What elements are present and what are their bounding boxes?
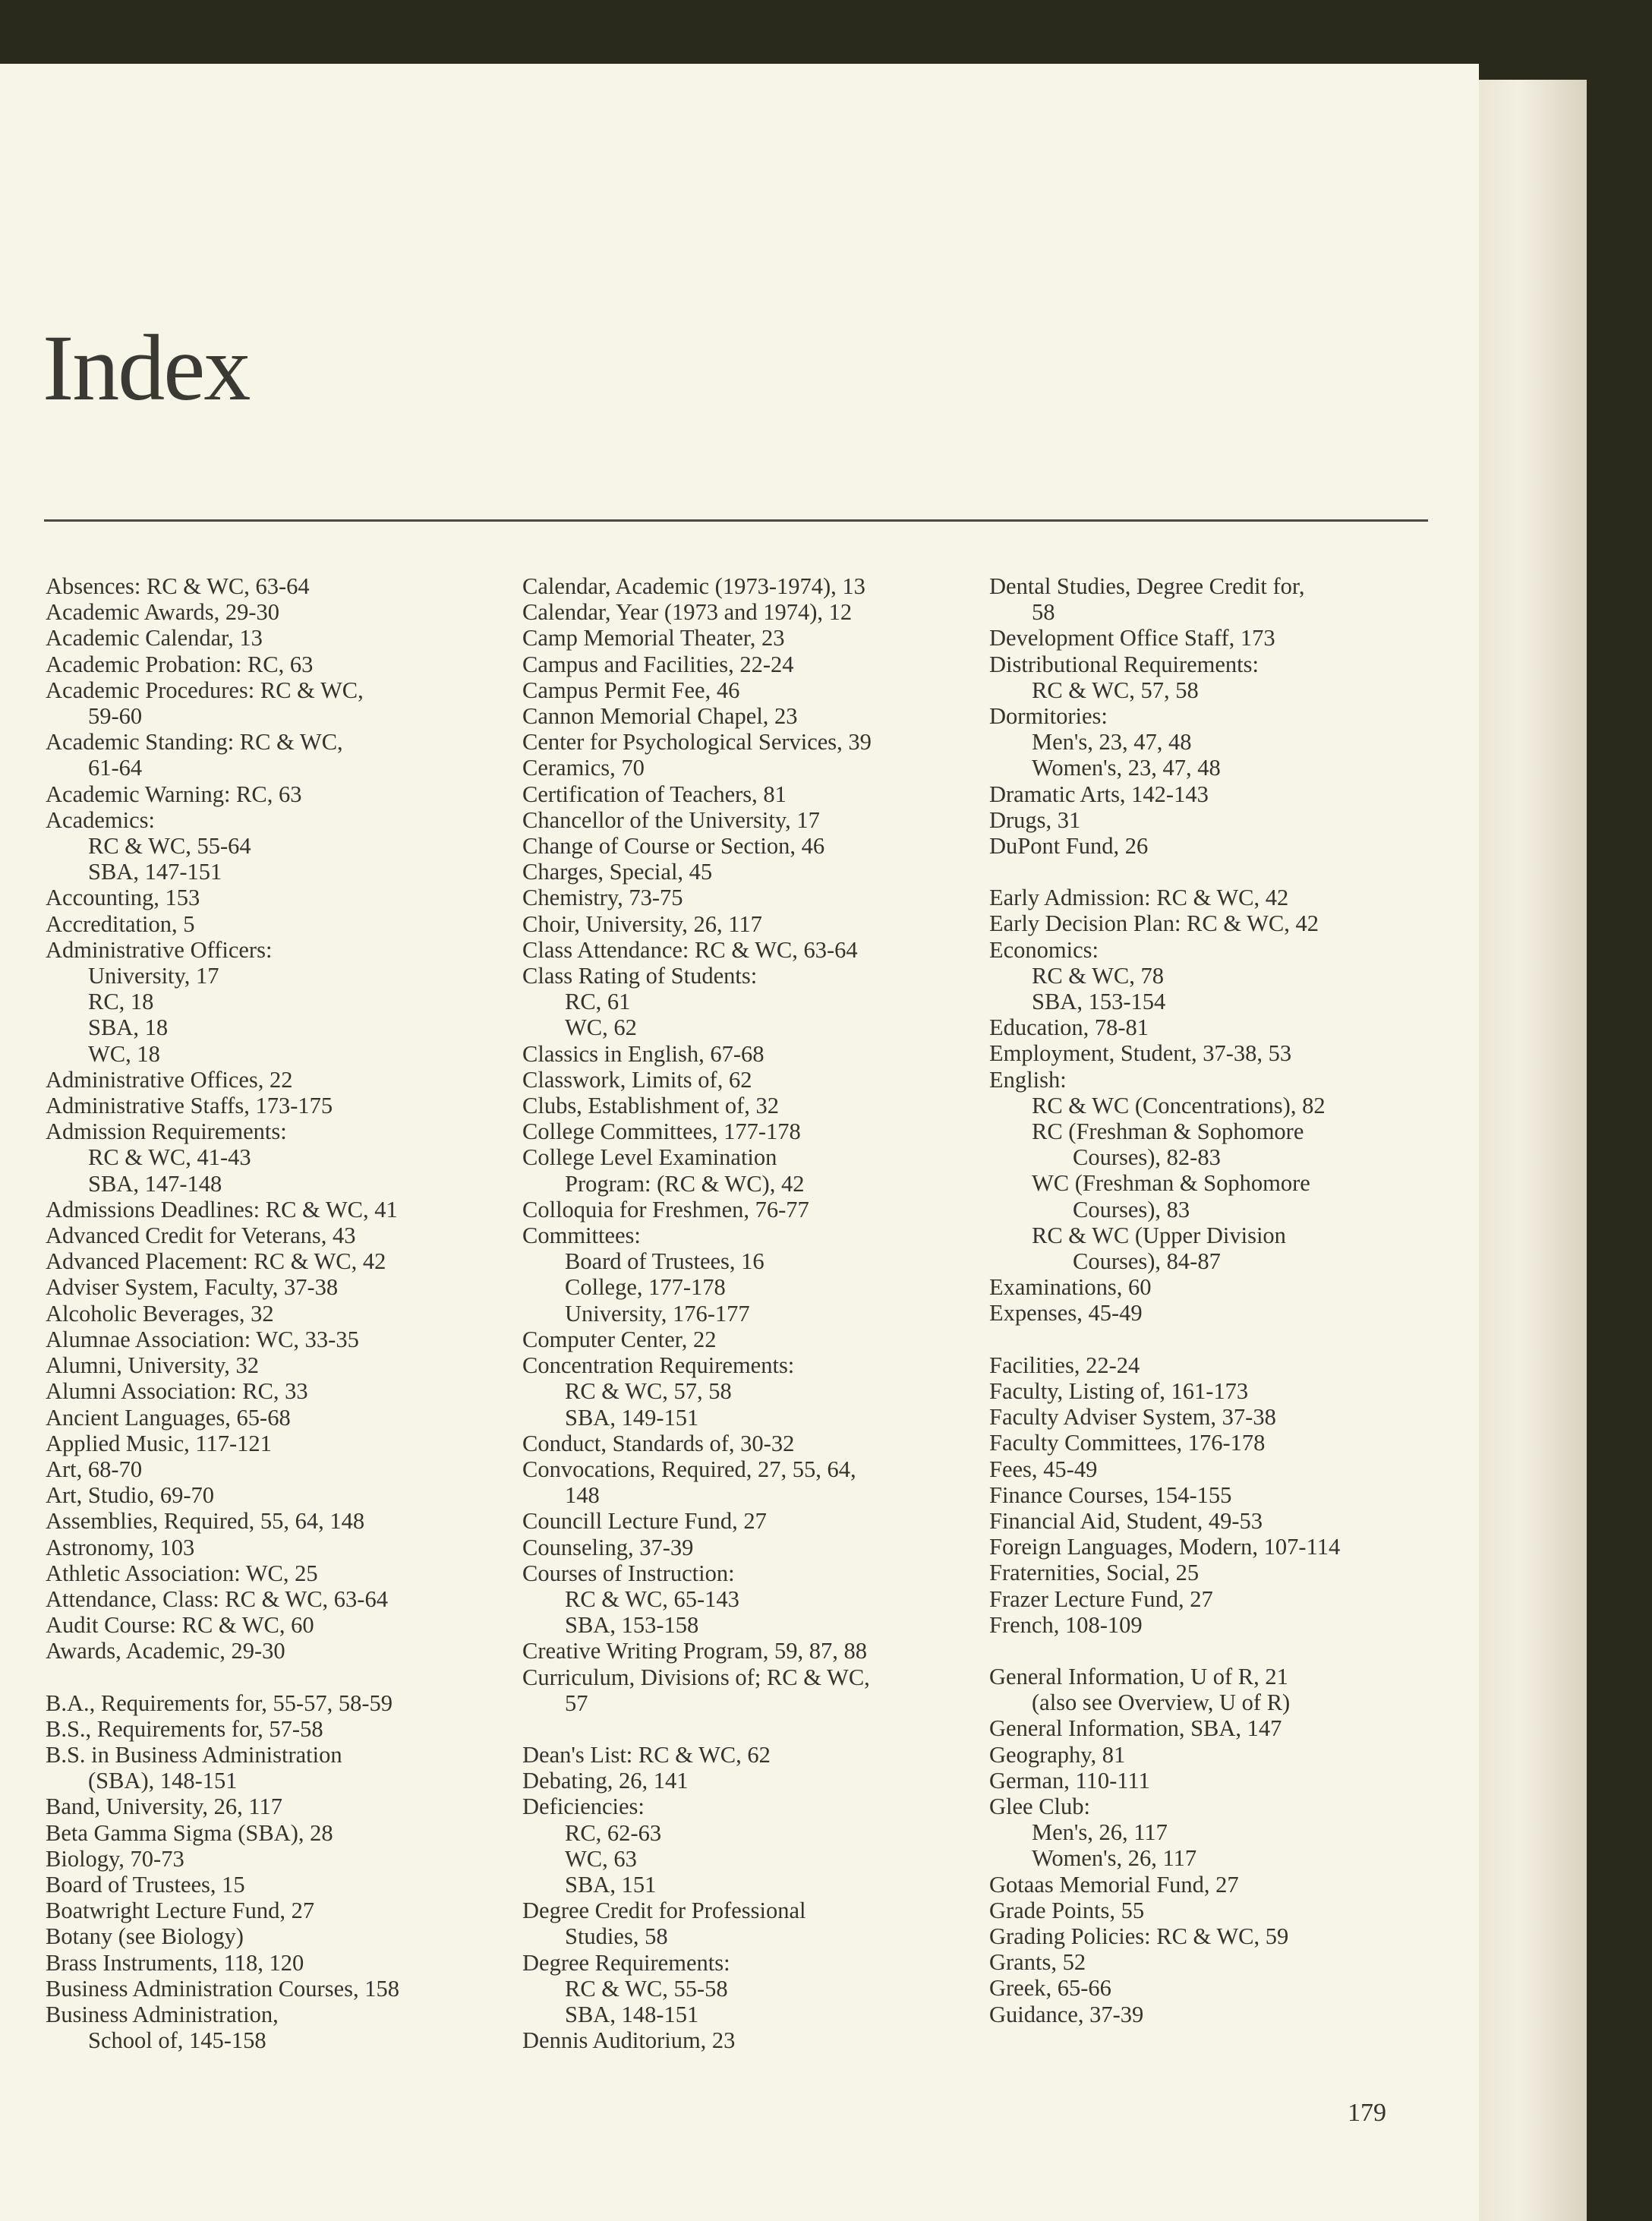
index-subentry: (SBA), 148-151 — [88, 1768, 238, 1794]
index-entry: General Information, SBA, 147 — [989, 1715, 1282, 1742]
index-entry: Advanced Placement: RC & WC, 42 — [46, 1248, 386, 1275]
index-subentry: 148 — [565, 1482, 600, 1509]
index-subentry: RC & WC, 55-58 — [565, 1975, 728, 2002]
index-entry: French, 108-109 — [989, 1611, 1143, 1638]
index-entry: Administrative Offices, 22 — [46, 1066, 293, 1093]
index-entry: Admission Requirements: — [46, 1118, 287, 1145]
index-entry: Foreign Languages, Modern, 107-114 — [989, 1534, 1341, 1560]
index-entry: Faculty Adviser System, 37-38 — [989, 1404, 1276, 1431]
index-entry: Business Administration Courses, 158 — [46, 1975, 399, 2002]
index-subentry: SBA, 153-154 — [1032, 989, 1166, 1015]
page-title: Index — [43, 316, 250, 420]
index-subentry: 57 — [565, 1689, 588, 1716]
book-page — [0, 64, 1479, 2221]
index-entry: Academic Standing: RC & WC, — [46, 729, 343, 756]
index-entry: Classwork, Limits of, 62 — [522, 1066, 752, 1093]
index-entry: Drugs, 31 — [989, 806, 1081, 833]
index-entry: Grading Policies: RC & WC, 59 — [989, 1923, 1289, 1949]
index-entry: Certification of Teachers, 81 — [522, 781, 787, 807]
index-entry: Greek, 65-66 — [989, 1975, 1111, 2002]
index-entry: Dean's List: RC & WC, 62 — [522, 1741, 771, 1768]
index-entry: Art, Studio, 69-70 — [46, 1482, 214, 1509]
index-entry: Expenses, 45-49 — [989, 1300, 1143, 1327]
index-subentry: Women's, 23, 47, 48 — [1032, 755, 1221, 781]
index-subentry: RC & WC, 65-143 — [565, 1585, 739, 1612]
index-entry: Charges, Special, 45 — [522, 859, 713, 885]
index-entry: Degree Requirements: — [522, 1949, 730, 1976]
index-entry: Boatwright Lecture Fund, 27 — [46, 1898, 315, 1924]
index-subentry: RC & WC, 57, 58 — [1032, 677, 1199, 703]
index-entry: Center for Psychological Services, 39 — [522, 729, 872, 756]
index-subentry: RC & WC, 41-43 — [88, 1144, 251, 1171]
index-entry: Academic Probation: RC, 63 — [46, 651, 314, 677]
index-entry: Ceramics, 70 — [522, 755, 645, 781]
index-entry: Debating, 26, 141 — [522, 1768, 689, 1794]
index-subentry: RC, 18 — [88, 989, 154, 1015]
index-entry: Curriculum, Divisions of; RC & WC, — [522, 1664, 870, 1690]
index-entry: Accreditation, 5 — [46, 910, 195, 937]
index-entry: Beta Gamma Sigma (SBA), 28 — [46, 1819, 333, 1846]
index-entry: Councill Lecture Fund, 27 — [522, 1508, 767, 1535]
index-entry: Glee Club: — [989, 1793, 1090, 1819]
index-subentry: RC & WC, 55-64 — [88, 833, 251, 860]
index-entry: Economics: — [989, 936, 1099, 963]
index-entry: Faculty Committees, 176-178 — [989, 1430, 1266, 1456]
index-entry: Examinations, 60 — [989, 1274, 1152, 1301]
index-subentry: SBA, 153-158 — [565, 1612, 699, 1639]
index-entry: Dramatic Arts, 142-143 — [989, 781, 1209, 807]
index-entry: Admissions Deadlines: RC & WC, 41 — [46, 1196, 398, 1222]
index-entry: Ancient Languages, 65-68 — [46, 1404, 291, 1431]
index-entry: Academic Warning: RC, 63 — [46, 781, 302, 807]
index-entry: Calendar, Academic (1973-1974), 13 — [522, 573, 865, 599]
index-subentry: Courses), 82-83 — [1073, 1144, 1221, 1171]
page-edge — [1473, 80, 1587, 2221]
index-subentry: SBA, 151 — [565, 1871, 657, 1898]
index-subentry: School of, 145-158 — [88, 2027, 266, 2054]
index-entry: Astronomy, 103 — [46, 1534, 195, 1560]
index-entry: Dormitories: — [989, 703, 1108, 730]
index-subentry: Men's, 23, 47, 48 — [1032, 729, 1192, 756]
index-entry: Degree Credit for Professional — [522, 1898, 806, 1924]
index-entry: General Information, U of R, 21 — [989, 1663, 1288, 1689]
index-entry: Computer Center, 22 — [522, 1326, 717, 1352]
index-entry: Adviser System, Faculty, 37-38 — [46, 1274, 339, 1301]
index-subentry: University, 176-177 — [565, 1300, 750, 1327]
index-subentry: WC, 62 — [565, 1014, 637, 1041]
index-entry: Finance Courses, 154-155 — [989, 1481, 1232, 1508]
index-subentry: College, 177-178 — [565, 1274, 726, 1301]
index-subentry: RC & WC (Concentrations), 82 — [1032, 1092, 1326, 1118]
index-entry: B.S., Requirements for, 57-58 — [46, 1715, 323, 1742]
index-entry: German, 110-111 — [989, 1767, 1150, 1794]
index-entry: College Level Examination — [522, 1144, 777, 1171]
index-entry: Concentration Requirements: — [522, 1352, 795, 1379]
index-entry: Academics: — [46, 806, 155, 833]
page-number: 179 — [1348, 2099, 1386, 2127]
index-column-3 — [989, 573, 1445, 2027]
index-entry: Awards, Academic, 29-30 — [46, 1638, 285, 1664]
index-entry: Athletic Association: WC, 25 — [46, 1560, 318, 1586]
index-entry: Grade Points, 55 — [989, 1897, 1145, 1923]
index-subentry: RC, 62-63 — [565, 1819, 662, 1846]
index-entry: Assemblies, Required, 55, 64, 148 — [46, 1508, 365, 1535]
index-entry: Counseling, 37-39 — [522, 1534, 694, 1560]
index-entry: Accounting, 153 — [46, 885, 200, 911]
index-subentry: SBA, 18 — [88, 1014, 169, 1041]
index-entry: Fraternities, Social, 25 — [989, 1560, 1200, 1586]
index-entry: Development Office Staff, 173 — [989, 625, 1275, 651]
index-entry: Administrative Staffs, 173-175 — [46, 1093, 333, 1119]
index-subentry: RC & WC, 78 — [1032, 962, 1164, 989]
index-entry: Class Rating of Students: — [522, 963, 758, 989]
index-entry: Facilities, 22-24 — [989, 1352, 1140, 1378]
index-subentry: Program: (RC & WC), 42 — [565, 1170, 805, 1197]
index-entry: DuPont Fund, 26 — [989, 833, 1149, 860]
index-entry: Audit Course: RC & WC, 60 — [46, 1612, 314, 1639]
index-entry: Applied Music, 117-121 — [46, 1430, 272, 1456]
index-entry: Fees, 45-49 — [989, 1456, 1098, 1482]
index-subentry: WC (Freshman & Sophomore — [1032, 1170, 1310, 1197]
index-entry: Dental Studies, Degree Credit for, — [989, 573, 1305, 599]
index-entry: Early Decision Plan: RC & WC, 42 — [989, 910, 1319, 937]
index-subentry: Courses), 84-87 — [1073, 1248, 1221, 1275]
index-entry: Administrative Officers: — [46, 936, 273, 963]
index-subentry: Board of Trustees, 16 — [565, 1248, 765, 1275]
index-entry: Alumni, University, 32 — [46, 1352, 259, 1379]
index-entry: Academic Procedures: RC & WC, — [46, 677, 364, 703]
index-entry: Employment, Student, 37-38, 53 — [989, 1040, 1292, 1067]
index-entry: Colloquia for Freshmen, 76-77 — [522, 1196, 809, 1222]
index-entry: Alcoholic Beverages, 32 — [46, 1300, 274, 1327]
index-entry: Campus and Facilities, 22-24 — [522, 651, 794, 677]
index-subentry: SBA, 147-148 — [88, 1170, 222, 1197]
index-subentry: RC (Freshman & Sophomore — [1032, 1118, 1304, 1145]
index-entry: Dennis Auditorium, 23 — [522, 2027, 736, 2054]
index-entry: Chancellor of the University, 17 — [522, 806, 820, 833]
index-subentry: SBA, 148-151 — [565, 2001, 699, 2027]
index-entry: Guidance, 37-39 — [989, 2001, 1144, 2027]
index-entry: Advanced Credit for Veterans, 43 — [46, 1222, 356, 1249]
index-entry: Courses of Instruction: — [522, 1560, 735, 1586]
index-entry: Gotaas Memorial Fund, 27 — [989, 1871, 1239, 1898]
title-rule — [44, 519, 1428, 522]
index-entry: Biology, 70-73 — [46, 1845, 184, 1872]
index-entry: Convocations, Required, 27, 55, 64, — [522, 1456, 856, 1482]
index-entry: Creative Writing Program, 59, 87, 88 — [522, 1638, 867, 1664]
index-subentry: 59-60 — [88, 703, 143, 730]
index-entry: Choir, University, 26, 117 — [522, 910, 762, 937]
index-entry: Clubs, Establishment of, 32 — [522, 1093, 780, 1119]
index-entry: Botany (see Biology) — [46, 1923, 244, 1950]
index-entry: Art, 68-70 — [46, 1456, 143, 1482]
index-subentry: RC, 61 — [565, 989, 631, 1015]
index-subentry: Men's, 26, 117 — [1032, 1819, 1168, 1846]
index-entry: English: — [989, 1066, 1067, 1093]
index-entry: Campus Permit Fee, 46 — [522, 677, 740, 703]
index-entry: Alumnae Association: WC, 33-35 — [46, 1326, 359, 1352]
index-entry: Calendar, Year (1973 and 1974), 12 — [522, 599, 853, 626]
index-entry: Frazer Lecture Fund, 27 — [989, 1585, 1213, 1612]
index-entry: Faculty, Listing of, 161-173 — [989, 1377, 1249, 1404]
index-entry: Grants, 52 — [989, 1949, 1086, 1976]
index-entry: Early Admission: RC & WC, 42 — [989, 885, 1289, 911]
index-subentry: University, 17 — [88, 963, 219, 989]
index-entry: B.A., Requirements for, 55-57, 58-59 — [46, 1689, 393, 1716]
index-entry: Attendance, Class: RC & WC, 63-64 — [46, 1585, 388, 1612]
index-entry: Geography, 81 — [989, 1741, 1126, 1768]
index-column-1 — [46, 573, 501, 2053]
index-entry: Chemistry, 73-75 — [522, 885, 683, 911]
index-subentry: RC & WC, 57, 58 — [565, 1378, 732, 1405]
index-entry: Academic Awards, 29-30 — [46, 599, 280, 626]
index-entry: Classics in English, 67-68 — [522, 1040, 765, 1067]
index-entry: Brass Instruments, 118, 120 — [46, 1949, 304, 1976]
index-entry: Class Attendance: RC & WC, 63-64 — [522, 936, 858, 963]
index-subentry: RC & WC (Upper Division — [1032, 1222, 1286, 1248]
index-subentry: SBA, 147-151 — [88, 859, 222, 885]
index-entry: Committees: — [522, 1222, 641, 1249]
index-column-2 — [522, 573, 978, 2053]
index-entry: Board of Trustees, 15 — [46, 1871, 245, 1898]
index-entry: Band, University, 26, 117 — [46, 1794, 283, 1820]
index-subentry: 58 — [1032, 599, 1055, 626]
index-entry: B.S. in Business Administration — [46, 1741, 342, 1768]
index-subentry: (also see Overview, U of R) — [1032, 1689, 1291, 1716]
index-entry: Change of Course or Section, 46 — [522, 833, 825, 860]
index-entry: Cannon Memorial Chapel, 23 — [522, 703, 798, 730]
index-subentry: Courses), 83 — [1073, 1196, 1190, 1222]
index-entry: Deficiencies: — [522, 1794, 645, 1820]
index-entry: Academic Calendar, 13 — [46, 625, 263, 651]
index-entry: Conduct, Standards of, 30-32 — [522, 1430, 795, 1456]
index-entry: Distributional Requirements: — [989, 651, 1259, 677]
index-entry: Camp Memorial Theater, 23 — [522, 625, 785, 651]
index-subentry: SBA, 149-151 — [565, 1404, 699, 1431]
index-subentry: WC, 18 — [88, 1040, 160, 1067]
index-subentry: Women's, 26, 117 — [1032, 1845, 1197, 1872]
index-entry: Education, 78-81 — [989, 1014, 1149, 1041]
index-entry: Financial Aid, Student, 49-53 — [989, 1507, 1263, 1534]
index-entry: College Committees, 177-178 — [522, 1118, 801, 1145]
index-entry: Absences: RC & WC, 63-64 — [46, 573, 310, 599]
index-subentry: Studies, 58 — [565, 1923, 668, 1950]
index-subentry: 61-64 — [88, 755, 143, 781]
index-entry: Business Administration, — [46, 2001, 279, 2027]
index-entry: Alumni Association: RC, 33 — [46, 1378, 308, 1405]
index-subentry: WC, 63 — [565, 1845, 637, 1872]
